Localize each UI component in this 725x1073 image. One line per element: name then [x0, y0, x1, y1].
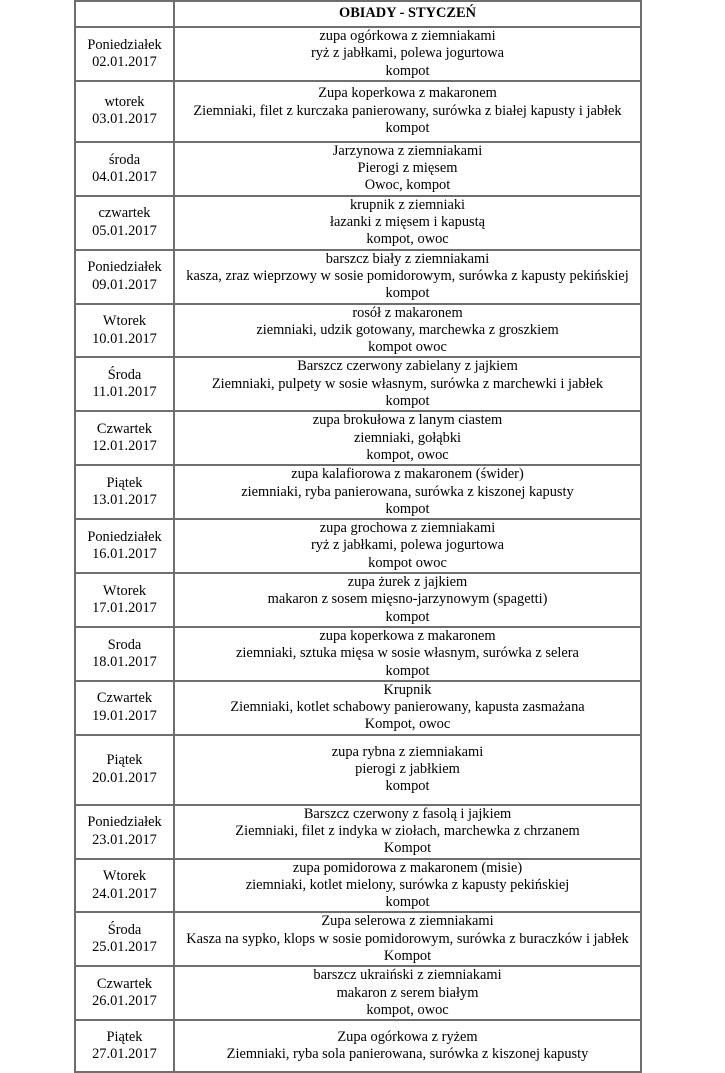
day-name: Czwartek	[96, 420, 153, 437]
meal-cell	[174, 81, 641, 142]
day-name: czwartek	[98, 205, 151, 222]
meal-cell	[174, 681, 641, 735]
meal-line: Ziemniaki, kotlet schabowy panierowany, kapusta zasmażana	[230, 699, 585, 716]
meal-line: ziemniaki, udzik gotowany, marchewka z groszkiem	[256, 321, 559, 338]
header-row	[75, 1, 641, 27]
meal-cell	[174, 27, 641, 81]
meal-line: Kompot	[383, 948, 432, 965]
menu-row	[75, 627, 641, 681]
day-cell	[75, 573, 174, 627]
meal-line: kasza, zraz wieprzowy w sosie pomidorowym, surówka z kapusty pekińskiej	[186, 267, 629, 284]
meal-line: kompot	[385, 285, 430, 302]
day-name: Piątek	[106, 1028, 143, 1045]
meal-line: kompot, owoc	[366, 446, 449, 463]
day-cell	[75, 627, 174, 681]
day-cell	[75, 1020, 174, 1072]
menu-title: OBIADY - STYCZEŃ	[174, 1, 641, 27]
meal-line: kompot	[385, 500, 430, 517]
day-cell	[75, 142, 174, 196]
meal-line: zupa pomidorowa z makaronem (misie)	[292, 859, 523, 876]
meal-cell	[174, 196, 641, 250]
menu-row	[75, 465, 641, 519]
meal-line: zupa żurek z jajkiem	[347, 574, 468, 591]
meal-line: zupa ogórkowa z ziemniakami	[319, 28, 496, 44]
menu-row	[75, 81, 641, 142]
meal-line: Kompot, owoc	[364, 716, 451, 733]
meal-line: krupnik z ziemniaki	[349, 196, 466, 213]
meal-line: makaron z sosem mięsno-jarzynowym (spagetti)	[267, 591, 548, 608]
day-name: Wtorek	[102, 313, 147, 330]
day-cell	[75, 411, 174, 465]
menu-row	[75, 573, 641, 627]
day-cell	[75, 912, 174, 966]
day-name: wtorek	[104, 94, 145, 111]
day-date: 18.01.2017	[92, 653, 157, 670]
meal-cell	[174, 519, 641, 573]
meal-line: Zupa ogórkowa z ryżem	[337, 1028, 478, 1045]
meal-line: rosół z makaronem	[352, 304, 463, 321]
day-name: Poniedziałek	[87, 528, 162, 545]
day-cell	[75, 465, 174, 519]
day-cell	[75, 27, 174, 81]
meal-line: zupa koperkowa z makaronem	[319, 627, 496, 644]
day-date: 11.01.2017	[92, 384, 157, 401]
day-cell	[75, 681, 174, 735]
meal-line: kompot	[385, 778, 430, 795]
meal-cell	[174, 304, 641, 358]
meal-cell	[174, 735, 641, 805]
day-cell	[75, 81, 174, 142]
meal-cell	[174, 357, 641, 411]
meal-line: Zupa selerowa z ziemniakami	[321, 913, 494, 930]
day-date: 10.01.2017	[92, 330, 157, 347]
menu-row	[75, 411, 641, 465]
day-name: Poniedziałek	[87, 814, 162, 831]
day-cell	[75, 357, 174, 411]
day-date: 05.01.2017	[92, 222, 157, 239]
day-name: Czwartek	[96, 690, 153, 707]
menu-row	[75, 912, 641, 966]
meal-line: barszcz biały z ziemniakami	[325, 250, 490, 267]
day-date: 13.01.2017	[92, 492, 157, 509]
meal-line: Owoc, kompot	[364, 177, 451, 194]
meal-cell	[174, 966, 641, 1020]
day-date: 12.01.2017	[92, 438, 157, 455]
day-name: Czwartek	[96, 976, 153, 992]
meal-line: kompot	[385, 894, 430, 911]
meal-cell	[174, 805, 641, 859]
meal-line: pierogi z jabłkiem	[355, 761, 460, 778]
menu-row	[75, 304, 641, 358]
meal-cell	[174, 1020, 641, 1072]
meal-line: Ziemniaki, filet z kurczaka panierowany, surówka z białej kapusty i jabłek	[193, 102, 622, 119]
meal-line: kompot owoc	[368, 554, 447, 571]
meal-line: kompot	[385, 120, 430, 137]
meal-line: kompot, owoc	[366, 1001, 449, 1018]
day-date: 17.01.2017	[92, 599, 157, 616]
day-date: 27.01.2017	[92, 1046, 157, 1063]
meal-line: zupa rybna z ziemniakami	[331, 743, 484, 760]
meal-cell	[174, 859, 641, 913]
day-name: Wtorek	[102, 582, 147, 599]
meal-line: barszcz ukraiński z ziemniakami	[313, 967, 502, 984]
meal-line: kompot	[385, 662, 430, 679]
meal-line: Barszcz czerwony zabielany z jajkiem	[297, 358, 518, 375]
day-name: Sroda	[107, 636, 142, 653]
meal-line: Kasza na sypko, klops w sosie pomidorowym, surówka z buraczków i jabłek	[186, 930, 629, 947]
meal-line: makaron z serem białym	[336, 984, 479, 1001]
day-cell	[75, 196, 174, 250]
meal-cell	[174, 627, 641, 681]
day-date: 19.01.2017	[92, 707, 157, 724]
menu-row	[75, 142, 641, 196]
meal-line: ziemniaki, kotlet mielony, surówka z kapusty pekińskiej	[245, 876, 570, 893]
meal-line: Ziemniaki, filet z indyka w ziołach, marchewka z chrzanem	[235, 822, 580, 839]
meal-line: kompot, owoc	[366, 231, 449, 248]
day-name: Środa	[107, 922, 142, 939]
meal-line: zupa kalafiorowa z makaronem (świder)	[291, 466, 524, 483]
day-date: 25.01.2017	[92, 939, 157, 956]
meal-line: Ziemniaki, ryba sola panierowana, surówka z kiszonej kapusty	[226, 1046, 589, 1063]
day-date: 02.01.2017	[92, 53, 157, 70]
day-date: 16.01.2017	[92, 546, 157, 563]
day-name: Poniedziałek	[87, 259, 162, 276]
day-date: 24.01.2017	[92, 885, 157, 902]
day-name: Środa	[107, 367, 142, 384]
meal-line: Kompot	[383, 840, 432, 857]
menu-row	[75, 681, 641, 735]
day-name: Piątek	[106, 474, 143, 491]
day-name: środa	[108, 151, 141, 168]
meal-line: kompot	[385, 62, 430, 79]
menu-table-body	[75, 1, 641, 1072]
meal-line: Pierogi z mięsem	[357, 160, 458, 177]
day-date: 04.01.2017	[92, 168, 157, 185]
menu-row	[75, 805, 641, 859]
day-date: 03.01.2017	[92, 111, 157, 128]
menu-row	[75, 859, 641, 913]
menu-row	[75, 519, 641, 573]
header-empty-cell	[75, 1, 174, 27]
menu-row	[75, 27, 641, 81]
day-name: Piątek	[106, 752, 143, 769]
meal-line: zupa brokułowa z lanym ciastem	[312, 412, 503, 429]
menu-row	[75, 1020, 641, 1072]
day-cell	[75, 859, 174, 913]
meal-line: łazanki z mięsem i kapustą	[329, 214, 486, 231]
meal-line: Zupa koperkowa z makaronem	[318, 85, 497, 102]
day-cell	[75, 250, 174, 304]
meal-cell	[174, 912, 641, 966]
lunch-menu-table	[74, 0, 642, 1073]
meal-cell	[174, 573, 641, 627]
meal-cell	[174, 250, 641, 304]
meal-line: zupa grochowa z ziemniakami	[319, 520, 496, 537]
meal-cell	[174, 465, 641, 519]
day-date: 20.01.2017	[92, 769, 157, 786]
meal-line: kompot	[385, 608, 430, 625]
menu-row	[75, 735, 641, 805]
day-name: Poniedziałek	[87, 36, 162, 53]
meal-line: ziemniaki, gołąbki	[353, 429, 462, 446]
day-date: 26.01.2017	[92, 993, 157, 1010]
meal-line: kompot owoc	[368, 339, 447, 356]
meal-cell	[174, 411, 641, 465]
menu-row	[75, 196, 641, 250]
day-date: 23.01.2017	[92, 831, 157, 848]
day-cell	[75, 735, 174, 805]
day-name: Wtorek	[102, 868, 147, 885]
menu-row	[75, 250, 641, 304]
meal-cell	[174, 142, 641, 196]
meal-line: Krupnik	[383, 681, 432, 698]
meal-line: ziemniaki, ryba panierowana, surówka z kiszonej kapusty	[241, 483, 574, 500]
meal-line: ziemniaki, sztuka mięsa w sosie własnym, surówka z selera	[236, 645, 579, 662]
meal-line: Ziemniaki, pulpety w sosie własnym, surówka z marchewki i jabłek	[211, 375, 604, 392]
day-date: 09.01.2017	[92, 276, 157, 293]
meal-line: Jarzynowa z ziemniakami	[332, 142, 483, 159]
meal-line: Barszcz czerwony z fasolą i jajkiem	[303, 805, 512, 822]
meal-line: ryż z jabłkami, polewa jogurtowa	[310, 45, 504, 62]
menu-row	[75, 966, 641, 1020]
day-cell	[75, 519, 174, 573]
meal-line: kompot	[385, 393, 430, 410]
menu-row	[75, 357, 641, 411]
meal-line: ryż z jabłkami, polewa jogurtowa	[310, 537, 504, 554]
day-cell	[75, 805, 174, 859]
day-cell	[75, 304, 174, 358]
day-cell	[75, 966, 174, 1020]
